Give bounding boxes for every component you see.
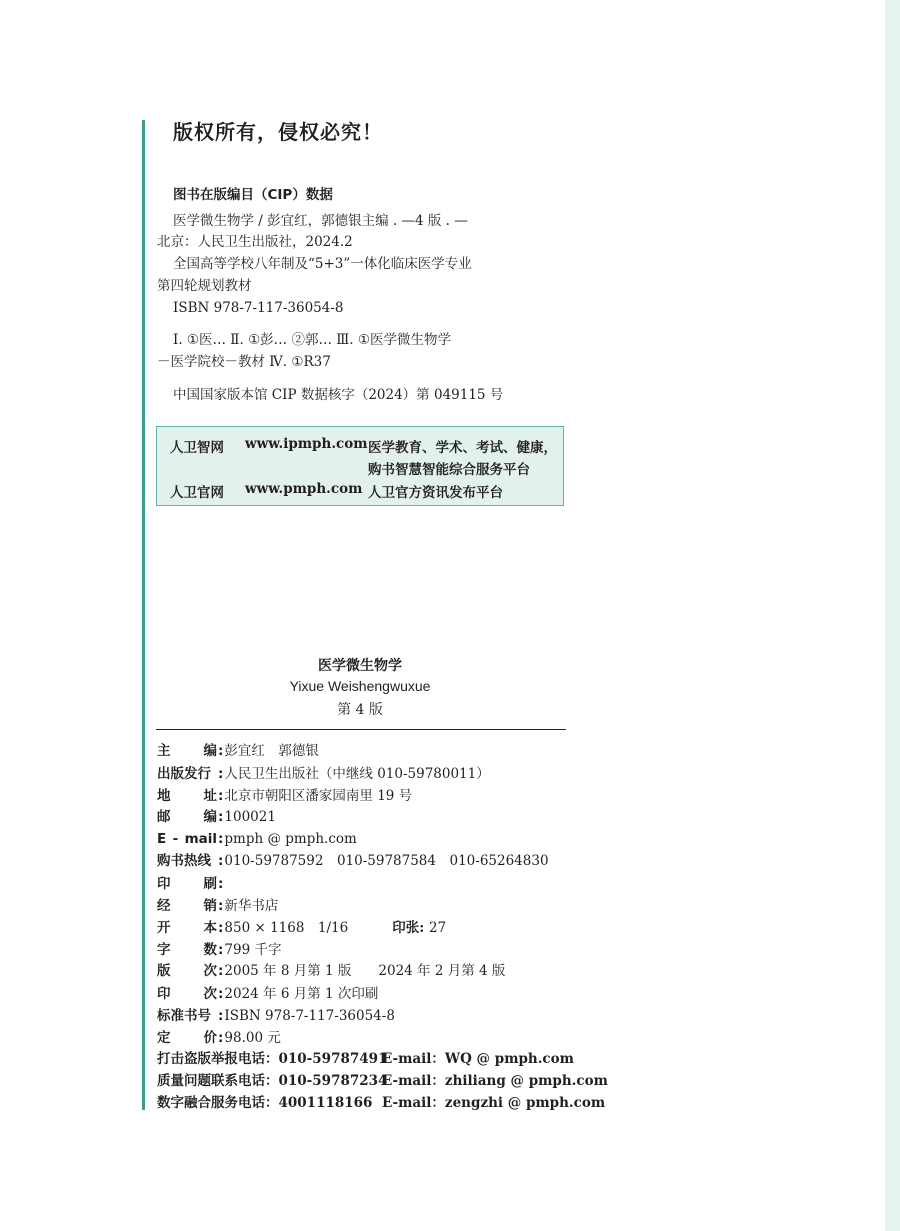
pub-row-postcode: 邮 编 :100021 xyxy=(157,809,276,825)
pub-label xyxy=(157,764,224,784)
book-pinyin-title: Yixue Weishengwuxue xyxy=(289,678,431,694)
pub-label xyxy=(157,1028,224,1048)
pub-label xyxy=(157,874,224,894)
cip-line: －医学院校－教材 Ⅳ. ①R37 xyxy=(157,354,331,370)
pub-row-price: 定 价 :98.00 元 xyxy=(157,1030,281,1046)
pub-label-part: 刷 xyxy=(203,876,217,892)
pub-label-part: 印 xyxy=(157,876,171,892)
pub-value: 100021 xyxy=(224,809,276,825)
pub-label xyxy=(157,829,224,849)
site-description: 人卫官方资讯发布平台 xyxy=(368,485,503,501)
site-description: 购书智慧智能综合服务平台 xyxy=(368,462,530,478)
pub-label-part: E xyxy=(157,831,167,847)
pub-label-part: 址 xyxy=(203,788,217,804)
pub-value: 新华书店 xyxy=(224,898,279,914)
report-line-digital xyxy=(157,1093,606,1113)
site-name: 人卫官网 xyxy=(170,485,224,501)
pub-label-part: 字 xyxy=(157,942,171,958)
pub-extra-label: 印张 xyxy=(392,920,420,936)
pub-value: ISBN 978-7-117-36054-8 xyxy=(224,1008,395,1024)
pub-row-printing: 印 刷 : xyxy=(157,876,224,892)
pub-label-part: 出版发行 xyxy=(157,766,211,782)
cip-title: 图书在版编目（CIP）数据 xyxy=(173,187,333,203)
report-phone: 010-59787234 xyxy=(278,1073,388,1089)
pub-label-part: 数 xyxy=(203,942,217,958)
pub-label-part: 本 xyxy=(203,920,217,936)
report-line-quality xyxy=(157,1071,608,1091)
pub-label-part: 地 xyxy=(157,788,171,804)
divider xyxy=(156,729,566,730)
pub-row-publisher: 出版发行 :人民卫生出版社（中继线 010-59780011） xyxy=(157,766,490,782)
report-phone: 010-59787491 xyxy=(278,1051,388,1067)
pub-label-part: 销 xyxy=(203,898,217,914)
site-url-link[interactable]: www.ipmph.com xyxy=(245,436,368,452)
pub-value: 彭宜红 郭德银 xyxy=(224,743,319,759)
report-label: 打击盗版举报电话： xyxy=(157,1051,279,1067)
book-title: 医学微生物学 xyxy=(318,658,402,674)
pub-row-edition: 版 次 :2005 年 8 月第 1 版 2024 年 2 月第 4 版 xyxy=(157,963,506,979)
pub-value: 010-59787592 010-59787584 010-65264830 xyxy=(224,853,549,869)
site-name: 人卫智网 xyxy=(170,440,224,456)
pub-label xyxy=(157,961,224,981)
pub-label-part: 次 xyxy=(203,963,217,979)
pub-row-email: E - mail :pmph @ pmph.com xyxy=(157,831,357,847)
pub-label xyxy=(157,984,224,1004)
pub-label xyxy=(157,786,224,806)
pub-row-isbn: 标准书号 :ISBN 978-7-117-36054-8 xyxy=(157,1008,395,1024)
pub-label-part: 印 xyxy=(157,986,171,1002)
pub-row-address: 地 址 :北京市朝阳区潘家园南里 19 号 xyxy=(157,788,413,804)
pub-label xyxy=(157,807,224,827)
pub-row-impression: 印 次 :2024 年 6 月第 1 次印刷 xyxy=(157,986,379,1002)
pub-value: 799 千字 xyxy=(224,942,282,958)
pub-label-part: 主 xyxy=(157,743,171,759)
pub-row-format: 开 本 :850 × 1168 1/16 印张: 27 xyxy=(157,920,447,936)
pub-value: 北京市朝阳区潘家园南里 19 号 xyxy=(224,788,413,804)
cip-line: 医学微生物学 / 彭宜红，郭德银主编 . —4 版 . — xyxy=(173,213,468,229)
report-email: E-mail：zhiliang @ pmph.com xyxy=(382,1073,608,1089)
pub-label-part: 价 xyxy=(203,1030,217,1046)
cip-line: ISBN 978-7-117-36054-8 xyxy=(173,300,344,316)
report-phone: 4001118166 xyxy=(278,1095,373,1111)
pub-row-words: 字 数 :799 千字 xyxy=(157,942,282,958)
pub-label-part: 开 xyxy=(157,920,171,936)
pub-value: pmph @ pmph.com xyxy=(224,831,357,847)
pub-value: 98.00 元 xyxy=(224,1030,281,1046)
pub-label-part: 定 xyxy=(157,1030,171,1046)
pub-row-distributor: 经 销 :新华书店 xyxy=(157,898,279,914)
cip-line: 第四轮规划教材 xyxy=(157,278,252,294)
pub-row-hotline: 购书热线 :010-59787592 010-59787584 010-65264830 xyxy=(157,853,549,869)
website-info-box xyxy=(156,426,564,506)
report-email: E-mail：zengzhi @ pmph.com xyxy=(382,1095,606,1111)
book-edition: 第 4 版 xyxy=(337,702,383,718)
copyright-notice: 版权所有，侵权必究！ xyxy=(173,120,383,144)
cip-line: Ⅰ. ①医… Ⅱ. ①彭… ②郭… Ⅲ. ①医学微生物学 xyxy=(173,332,451,348)
pub-label-part: 标准书号 xyxy=(157,1008,211,1024)
pub-label-part: - xyxy=(172,831,179,847)
pub-label-part: 编 xyxy=(203,809,217,825)
pub-label xyxy=(157,851,224,871)
pub-row-editor: 主 编 :彭宜红 郭德银 xyxy=(157,743,319,759)
pub-value: 2024 年 6 月第 1 次印刷 xyxy=(224,986,379,1002)
pub-label-part: 编 xyxy=(203,743,217,759)
pub-label xyxy=(157,918,224,938)
pub-label xyxy=(157,741,224,761)
pub-label-part: 购书热线 xyxy=(157,853,211,869)
site-url-link[interactable]: www.pmph.com xyxy=(245,481,363,497)
report-label: 数字融合服务电话： xyxy=(157,1095,279,1111)
pub-label-part: 次 xyxy=(203,986,217,1002)
pub-value: 人民卫生出版社（中继线 010-59780011） xyxy=(224,766,490,782)
pub-label-part: 经 xyxy=(157,898,171,914)
pub-label-part: mail xyxy=(184,831,217,847)
report-email: E-mail：WQ @ pmph.com xyxy=(382,1051,574,1067)
report-label: 质量问题联系电话： xyxy=(157,1073,279,1089)
pub-label xyxy=(157,940,224,960)
report-line-piracy xyxy=(157,1049,574,1069)
margin-rule xyxy=(142,120,145,1110)
pub-label-part: 版 xyxy=(157,963,171,979)
cip-line: 北京：人民卫生出版社，2024.2 xyxy=(157,234,353,250)
pub-value: 850 × 1168 1/16 xyxy=(224,920,349,936)
cip-line: 中国国家版本馆 CIP 数据核字（2024）第 049115 号 xyxy=(173,387,504,403)
page-edge-strip xyxy=(885,0,900,1231)
pub-label-part: 邮 xyxy=(157,809,171,825)
site-description: 医学教育、学术、考试、健康， xyxy=(368,440,557,456)
pub-label xyxy=(157,896,224,916)
pub-value: 2005 年 8 月第 1 版 2024 年 2 月第 4 版 xyxy=(224,963,506,979)
pub-label xyxy=(157,1006,224,1026)
cip-line: 全国高等学校八年制及“5+3”一体化临床医学专业 xyxy=(173,256,472,272)
pub-extra-value: 27 xyxy=(428,920,447,936)
